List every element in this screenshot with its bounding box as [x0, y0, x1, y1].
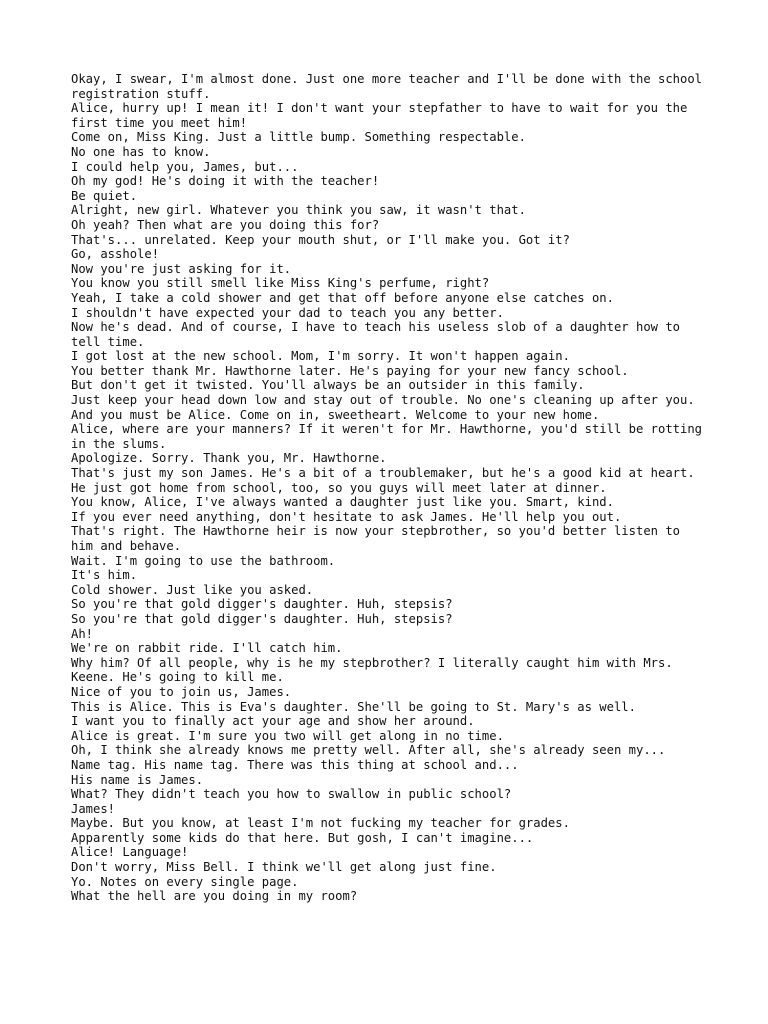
transcript-line: So you're that gold digger's daughter. Huh, stepsis?: [71, 597, 453, 612]
transcript-line: That's right. The Hawthorne heir is now your stepbrother, so you'd better listen to him and behave.: [71, 524, 688, 553]
transcript-line: So you're that gold digger's daughter. Huh, stepsis?: [71, 611, 453, 626]
transcript-line: Why him? Of all people, why is he my stepbrother? I literally caught him with Mrs. Keene. He's going to kill me.: [71, 655, 681, 685]
transcript-line: I want you to finally act your age and show her around.: [71, 714, 475, 729]
transcript-line: You know, Alice, I've always wanted a daughter just like you. Smart, kind.: [71, 495, 614, 510]
transcript-line: Nice of you to join us, James.: [71, 684, 292, 699]
transcript-line: Come on, Miss King. Just a little bump. Something respectable.: [71, 130, 526, 145]
transcript-line: You better thank Mr. Hawthorne later. He's paying for your new fancy school.: [71, 363, 629, 378]
transcript-line: This is Alice. This is Eva's daughter. She'll be going to St. Mary's as well.: [71, 699, 636, 714]
transcript-line: Now he's dead. And of course, I have to teach his useless slob of a daughter how to tell time.: [71, 320, 688, 349]
transcript-line: I shouldn't have expected your dad to teach you any better.: [71, 305, 504, 320]
transcript-line: Cold shower. Just like you asked.: [71, 582, 314, 597]
transcript-line: If you ever need anything, don't hesitate to ask James. He'll help you out.: [71, 509, 622, 524]
transcript-line: Oh, I think she already knows me pretty well. After all, she's already seen my...: [71, 743, 666, 758]
transcript-line: We're on rabbit ride. I'll catch him.: [71, 641, 343, 656]
transcript-line: Don't worry, Miss Bell. I think we'll get along just fine.: [71, 860, 497, 875]
document-page: [71, 72, 710, 904]
transcript-line: Ah!: [71, 626, 94, 641]
transcript-line: Just keep your head down low and stay out of trouble. No one's cleaning up after you.: [71, 393, 695, 408]
transcript-line: Go, asshole!: [71, 247, 160, 262]
transcript-line: I could help you, James, but...: [71, 159, 299, 174]
transcript-line: Oh yeah? Then what are you doing this for?: [71, 217, 380, 232]
transcript-line: No one has to know.: [71, 144, 211, 159]
transcript-line: Alice, hurry up! I mean it! I don't want your stepfather to have to wait for you the first time you meet him!: [71, 101, 695, 130]
transcript-line: Alice! Language!: [71, 845, 189, 860]
transcript-line: Apparently some kids do that here. But gosh, I can't imagine...: [71, 830, 534, 845]
transcript-line: I got lost at the new school. Mom, I'm sorry. It won't happen again.: [71, 349, 570, 364]
transcript-line: What the hell are you doing in my room?: [71, 889, 358, 904]
transcript-line: Alice is great. I'm sure you two will get along in no time.: [71, 728, 504, 743]
transcript-line: Be quiet.: [71, 188, 138, 203]
transcript-text: [71, 72, 710, 904]
transcript-line: James!: [71, 801, 116, 816]
transcript-line: Yo. Notes on every single page.: [71, 874, 299, 889]
transcript-line: Name tag. His name tag. There was this thing at school and...: [71, 757, 519, 772]
transcript-line: Alice, where are your manners? If it weren't for Mr. Hawthorne, you'd still be rotting in the slums.: [71, 422, 710, 451]
transcript-line: Okay, I swear, I'm almost done. Just one more teacher and I'll be done with the school registration stuff.: [71, 72, 710, 101]
transcript-line: Alright, new girl. Whatever you think you saw, it wasn't that.: [71, 203, 526, 218]
transcript-line: Maybe. But you know, at least I'm not fucking my teacher for grades.: [71, 816, 570, 831]
transcript-line: What? They didn't teach you how to swallow in public school?: [71, 787, 512, 802]
transcript-line: Now you're just asking for it.: [71, 261, 292, 276]
transcript-line: That's... unrelated. Keep your mouth shut, or I'll make you. Got it?: [71, 232, 570, 247]
transcript-line: Yeah, I take a cold shower and get that off before anyone else catches on.: [71, 290, 614, 305]
transcript-line: But don't get it twisted. You'll always be an outsider in this family.: [71, 378, 585, 393]
transcript-line: Wait. I'm going to use the bathroom.: [71, 553, 336, 568]
transcript-line: It's him.: [71, 568, 138, 583]
transcript-line: And you must be Alice. Come on in, sweetheart. Welcome to your new home.: [71, 407, 600, 422]
transcript-line: Apologize. Sorry. Thank you, Mr. Hawthorne.: [71, 451, 387, 466]
transcript-line: Oh my god! He's doing it with the teacher!: [71, 174, 380, 189]
transcript-line: His name is James.: [71, 772, 204, 787]
transcript-line: That's just my son James. He's a bit of a troublemaker, but he's a good kid at heart.: [71, 466, 695, 481]
transcript-line: You know you still smell like Miss King's perfume, right?: [71, 276, 490, 291]
transcript-line: He just got home from school, too, so you guys will meet later at dinner.: [71, 480, 607, 495]
